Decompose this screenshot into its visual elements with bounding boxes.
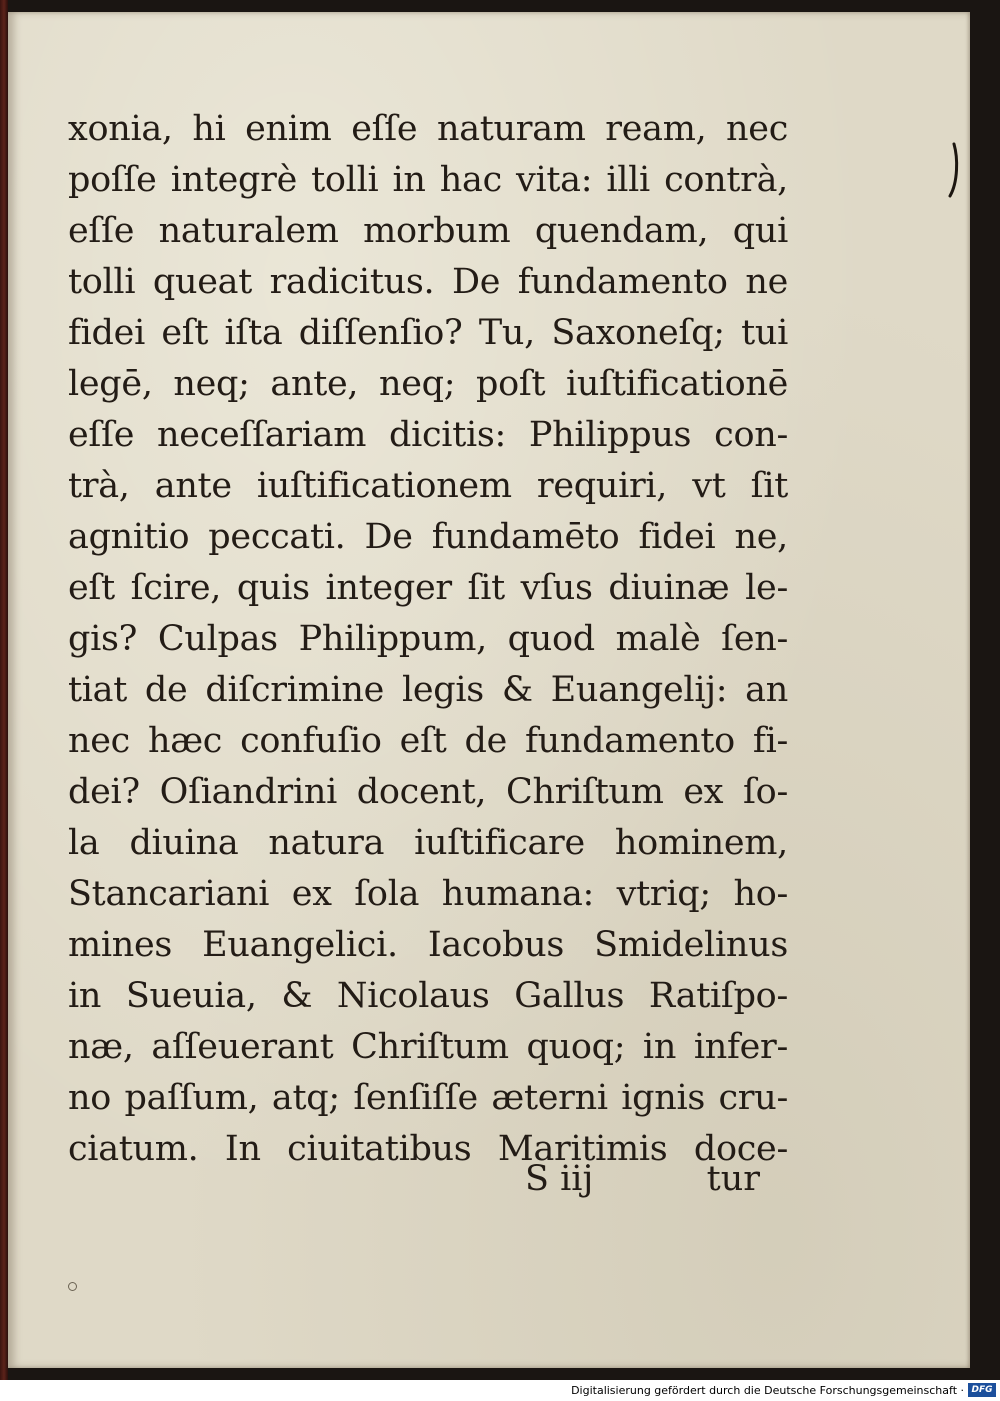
text-line: eſſe neceſſariam dicitis: Philippus con- xyxy=(68,415,788,455)
book-page xyxy=(8,12,970,1368)
text-line: eſſe naturalem morbum quendam, qui xyxy=(68,211,788,251)
page-footer xyxy=(68,1154,788,1205)
book-spine xyxy=(0,0,8,1380)
text-line: la diuina natura iuſtificare hominem, xyxy=(68,823,788,863)
text-line: dei? Oſiandrini docent, Chriſtum ex ſo- xyxy=(68,772,788,812)
text-line: in Sueuia, & Nicolaus Gallus Ratiſpo- xyxy=(68,976,788,1016)
text-line: mines Euangelici. Iacobus Smidelinus xyxy=(68,925,788,965)
text-line: xonia, hi enim eſſe naturam ream, nec xyxy=(68,109,788,149)
text-line: tiat de diſcrimine legis & Euangelij: an xyxy=(68,670,788,710)
signature-mark: S iij xyxy=(525,1159,594,1199)
text-line: poſſe integrè tolli in hac vita: illi contrà, xyxy=(68,160,788,200)
text-line: gis? Culpas Philippum, quod malè ſen- xyxy=(68,619,788,659)
catchword: tur xyxy=(706,1159,760,1199)
text-line: agnitio peccati. De fundamēto fidei ne, xyxy=(68,517,788,557)
text-line: legē, neq; ante, neq; poſt iuſtificationē xyxy=(68,364,788,404)
text-line: eſt ſcire, quis integer ſit vſus diuinæ le- xyxy=(68,568,788,608)
text-line: no paſſum, atq; ſenſiſſe æterni ignis cru- xyxy=(68,1078,788,1118)
margin-mark xyxy=(944,140,964,200)
text-line: trà, ante iuſtificationem requiri, vt ſit xyxy=(68,466,788,506)
dfg-logo-icon: DFG xyxy=(968,1383,996,1397)
paper-speck xyxy=(68,1282,77,1291)
text-block xyxy=(68,104,788,1175)
text-line: fidei eſt iſta diſſenſio? Tu, Saxoneſq; tui xyxy=(68,313,788,353)
text-line: næ, aſſeuerant Chriſtum quoq; in infer- xyxy=(68,1027,788,1067)
text-line: nec hæc confuſio eſt de fundamento fi- xyxy=(68,721,788,761)
text-line: tolli queat radicitus. De fundamento ne xyxy=(68,262,788,302)
digitization-credit: Digitalisierung gefördert durch die Deutsche Forschungsgemeinschaft · xyxy=(571,1384,964,1397)
text-line: ciatum. In ciuitatibus Maritimis doce- xyxy=(68,1129,788,1169)
text-line: Stancariani ex ſola humana: vtriq; ho- xyxy=(68,874,788,914)
